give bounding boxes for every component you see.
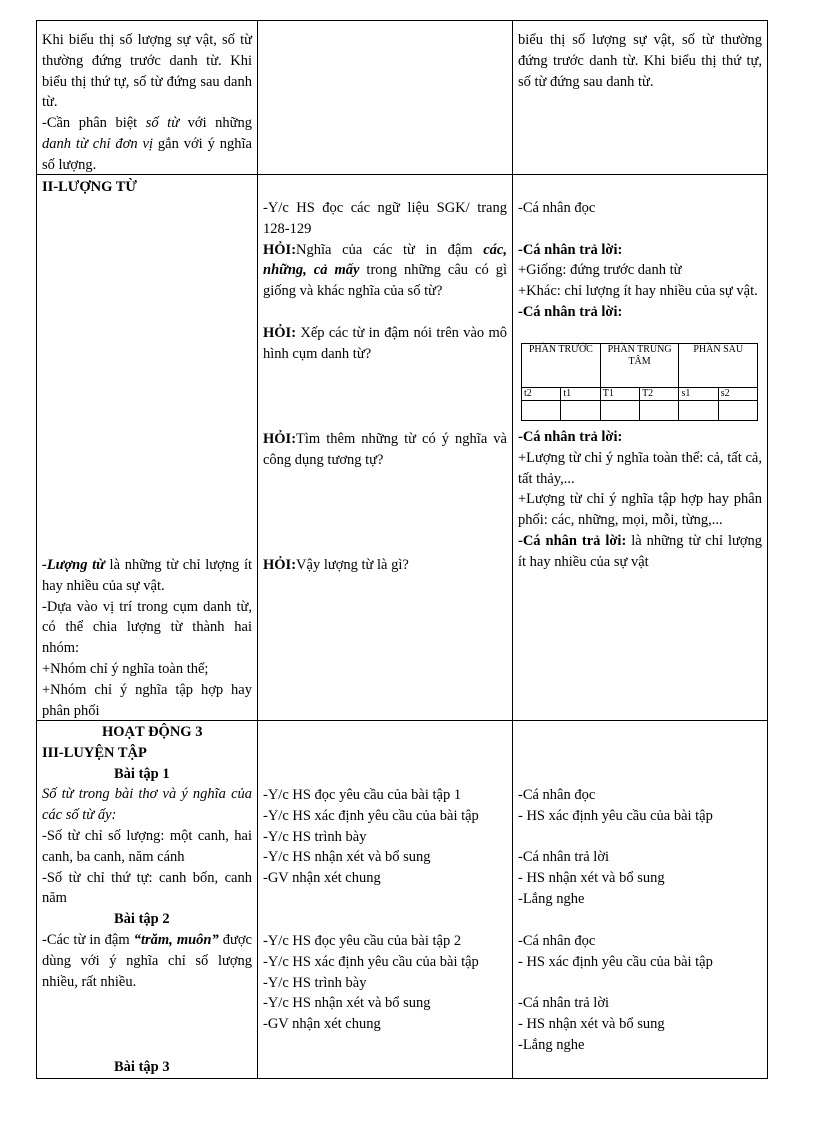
teacher-instruction-read: -Y/c HS đọc các ngữ liệu SGK/ trang 128-129 [263,200,507,237]
student-answer-definition: -Cá nhân trả lời: là những từ chỉ lượng ít hay nhiều của sự vật [518,532,763,570]
table-border-top [36,20,768,21]
exercise-1-answer-a: -Số từ chỉ số lượng: một canh, hai canh, ba canh, năm cánh [42,827,252,865]
question-1: HỎI:Nghĩa của các từ in đậm các, những, cả mấy trong những câu có gì giống và khác nghĩa của số từ? [263,241,507,300]
student-ex1-step: - HS xác định yêu cầu của bài tập [518,807,713,824]
model-cell [640,401,679,421]
model-cell [718,401,757,421]
model-header-front: PHẦN TRƯỚC [522,344,601,388]
model-header-back: PHẦN SAU [679,344,758,388]
model-header-center: PHẦN TRUNG TÂM [600,344,679,388]
row1-student-text: biểu thị số lượng sự vật, số từ thường đứng trước danh từ. Khi biểu thị thứ tự, số từ đứng sau danh từ. [518,32,762,90]
column-divider-1 [257,20,258,1079]
student-ex2-step: -Cá nhân đọc [518,933,596,949]
teacher-ex1-step: -Y/c HS nhận xét và bổ sung [263,849,431,866]
student-answer-heading-2: -Cá nhân trả lời: [518,303,623,320]
question-4: HỎI:Vậy lượng từ là gì? [263,557,409,573]
row3-teacher-ex2 [263,931,507,1035]
model-cell [600,401,639,421]
teacher-ex2-step: -Y/c HS trình bày [263,974,367,991]
teacher-ex2-step: -GV nhận xét chung [263,1016,381,1033]
teacher-ex1-step: -Y/c HS đọc yêu cầu của bài tập 1 [263,787,462,803]
model-sub-s1: s1 [679,388,718,401]
model-cell [561,401,600,421]
row2-student-cell-b [518,427,762,573]
row2-definition-cell [42,555,252,721]
row2-teacher-cell-c [263,429,507,471]
exercise-1-question: Số từ trong bài thơ và ý nghĩa của các số từ ấy: [42,786,252,824]
student-ex2-step: - HS nhận xét và bổ sung [518,1016,665,1033]
table-border-right [767,20,768,1079]
student-read: -Cá nhân đọc [518,200,596,216]
exercise-3-title: Bài tập 3 [114,1059,170,1075]
row1-knowledge-cell [42,30,252,176]
luong-tu-group-1: +Nhóm chỉ ý nghĩa toàn thể; [42,660,209,677]
student-ex1-step: -Cá nhân đọc [518,787,596,803]
luong-tu-group-2: +Nhóm chỉ ý nghĩa tập hợp hay phân phối [42,681,252,719]
model-sub-t1: t1 [561,388,600,401]
teacher-ex2-step: -Y/c HS xác định yêu cầu của bài tập [263,953,479,970]
model-cell [679,401,718,421]
model-cell [522,401,561,421]
student-answer-heading-3: -Cá nhân trả lời: [518,429,623,445]
row3-student-ex2 [518,931,762,1056]
row1-student-cell [518,30,762,92]
row3-practice-cell [42,722,252,992]
column-divider-2 [512,20,513,1079]
row2-teacher-cell-a [263,198,507,302]
student-ex1-step: - HS nhận xét và bổ sung [518,870,665,887]
student-answer-whole: +Lượng từ chỉ ý nghĩa toàn thể: cả, tất cả, tất thảy,... [518,449,762,487]
student-answer-same: +Giống: đứng trước danh từ [518,262,682,279]
student-ex2-step: -Cá nhân trả lời [518,995,610,1012]
exercise-2-answer: -Các từ in đậm “trăm, muôn” được dùng với ý nghĩa chỉ số lượng nhiều, rất nhiều. [42,931,252,990]
luong-tu-definition: -Lượng từ là những từ chỉ lượng ít hay nhiều của sự vật. [42,557,252,594]
table-border-left [36,20,37,1079]
section-heading-luong-tu: II-LƯỢNG TỪ [42,179,137,195]
student-answer-heading-1: -Cá nhân trả lời: [518,241,623,258]
row2-teacher-cell-d [263,555,507,576]
exercise-1-answer-b: -Số từ chỉ thứ tự: canh bốn, canh năm [42,869,252,907]
row3-exercise-3-cell [114,1057,254,1078]
question-2: HỎI: Xếp các từ in đậm nói trên vào mô hình cụm danh từ? [263,325,507,362]
teacher-ex1-step: -Y/c HS trình bày [263,828,367,845]
row2-student-cell-a [518,198,762,323]
teacher-ex1-step: -Y/c HS xác định yêu cầu của bài tập [263,807,479,824]
model-sub-s2: s2 [718,388,757,401]
teacher-ex2-step: -Y/c HS nhận xét và bổ sung [263,995,431,1012]
question-3: HỎI:Tìm thêm những từ có ý nghĩa và công dụng tương tự? [263,431,507,468]
row2-heading-cell [42,177,252,198]
activity-3-heading: HOẠT ĐỘNG 3 [102,724,203,740]
teacher-ex1-step: -GV nhận xét chung [263,870,381,887]
noun-phrase-model-table [521,343,758,421]
student-answer-diff: +Khác: chỉ lượng ít hay nhiều của sự vật. [518,283,758,300]
exercise-2-title: Bài tập 2 [114,911,170,928]
row2-teacher-cell-b [263,323,507,365]
row1-number-position-text: Khi biểu thị số lượng sự vật, số từ thường đứng trước danh từ. Khi biểu thị thứ tự, số từ đứng sau danh từ. [42,32,252,111]
model-sub-T2: T2 [640,388,679,401]
model-sub-T1: T1 [600,388,639,401]
row3-teacher-ex1 [263,785,507,889]
model-sub-t2: t2 [522,388,561,401]
practice-heading: III-LUYỆN TẬP [42,744,147,761]
row1-distinguish-note: -Cần phân biệt số từ với những danh từ chỉ đơn vị gắn với ý nghĩa số lượng. [42,115,252,173]
exercise-1-title: Bài tập 1 [114,765,170,782]
table-border-bottom [36,1078,768,1079]
student-ex2-step: -Lắng nghe [518,1036,585,1053]
luong-tu-classification: -Dựa vào vị trí trong cụm danh từ, có thể chia lượng từ thành hai nhóm: [42,598,252,657]
teacher-ex2-step: -Y/c HS đọc yêu cầu của bài tập 2 [263,933,462,949]
student-answer-distributive: +Lượng từ chỉ ý nghĩa tập hợp hay phân phối: các, những, mọi, mỗi, từng,... [518,491,762,529]
student-ex2-step: - HS xác định yêu cầu của bài tập [518,953,713,970]
student-ex1-step: -Cá nhân trả lời [518,849,610,866]
student-ex1-step: -Lắng nghe [518,890,585,907]
row3-student-ex1 [518,785,762,910]
